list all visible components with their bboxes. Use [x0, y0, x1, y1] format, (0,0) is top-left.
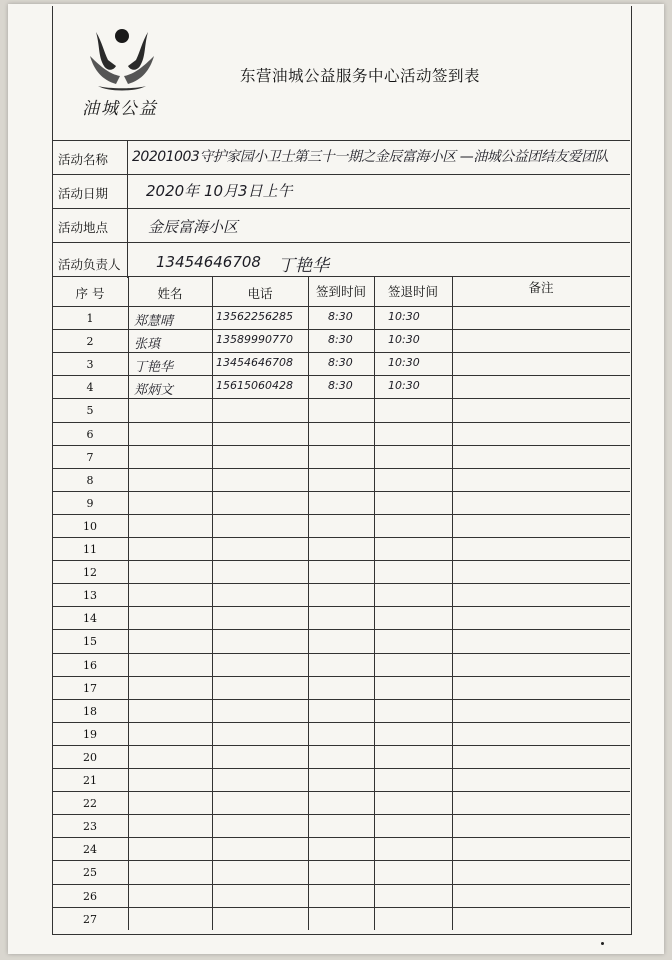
- row-divider: [52, 676, 630, 677]
- activity-place-value: 金辰富海小区: [148, 218, 239, 236]
- row-number: 7: [86, 450, 94, 464]
- row-number: 26: [83, 889, 97, 903]
- row-divider: [52, 514, 630, 515]
- activity-leader-row: [52, 242, 630, 278]
- activity-leader-label: 活动负责人: [58, 257, 121, 272]
- row-divider: [52, 445, 630, 446]
- header-serial: 序 号: [75, 286, 105, 301]
- row-divider: [52, 884, 630, 885]
- row-divider: [52, 814, 630, 815]
- entry-name: 张瑱: [134, 337, 161, 353]
- activity-name-label: 活动名称: [58, 152, 109, 167]
- row-divider: [52, 583, 630, 584]
- charity-hands-icon: [84, 26, 160, 96]
- header-name: 姓名: [157, 286, 183, 301]
- row-number: 25: [83, 866, 97, 880]
- row-number: 22: [83, 797, 97, 811]
- row-number: 24: [83, 843, 97, 857]
- row-number: 13: [83, 589, 97, 603]
- entry-in: 8:30: [328, 379, 353, 393]
- logo-text: 油城公益: [82, 99, 158, 119]
- row-number: 16: [83, 658, 97, 672]
- activity-date-row: [52, 174, 630, 208]
- activity-place-row: [52, 208, 630, 242]
- entry-phone: 15615060428: [216, 379, 293, 393]
- row-number: 20: [83, 750, 97, 764]
- activity-name-value: 20201003守护家园小卫士第三十一期之金辰富海小区 —油城公益团结友爱团队: [132, 149, 609, 165]
- row-divider: [52, 745, 630, 746]
- column-divider: [374, 276, 375, 930]
- column-divider: [212, 276, 213, 930]
- row-divider: [52, 860, 630, 861]
- row-number: 17: [83, 681, 97, 695]
- row-number: 1: [86, 312, 94, 325]
- row-divider: [52, 398, 630, 399]
- entry-name: 郑炳文: [134, 383, 174, 399]
- row-divider: [52, 791, 630, 792]
- activity-place-label: 活动地点: [58, 220, 109, 235]
- row-divider: [52, 468, 630, 469]
- row-number: 3: [86, 358, 94, 372]
- row-divider: [52, 560, 630, 561]
- entry-phone: 13454646708: [216, 356, 293, 370]
- row-divider: [52, 699, 630, 700]
- row-number: 9: [86, 496, 94, 510]
- row-number: 23: [83, 820, 97, 834]
- sign-in-table: [52, 276, 630, 930]
- row-number: 8: [86, 473, 94, 487]
- column-divider: [452, 276, 453, 930]
- row-divider: [52, 422, 630, 423]
- entry-name: 丁艳华: [134, 360, 174, 376]
- header-sign-in-time: 签到时间: [315, 284, 366, 299]
- row-number: 12: [83, 566, 97, 580]
- row-number: 27: [83, 912, 97, 926]
- entry-phone: 13589990770: [216, 333, 293, 347]
- leader-name: 丁艳华: [278, 256, 329, 276]
- row-divider: [52, 329, 630, 330]
- entry-in: 8:30: [328, 333, 353, 347]
- entry-out: 10:30: [388, 356, 420, 370]
- row-number: 15: [83, 635, 97, 649]
- row-divider: [52, 653, 630, 654]
- table-header-top-line: [52, 276, 630, 277]
- row-divider: [52, 722, 630, 723]
- page-title: 东营油城公益服务中心活动签到表: [240, 67, 481, 85]
- entry-out: 10:30: [388, 310, 420, 323]
- column-divider: [128, 276, 129, 930]
- row-divider: [52, 907, 630, 908]
- row-number: 21: [83, 774, 97, 787]
- activity-date-label: 活动日期: [58, 186, 109, 201]
- row-number: 5: [86, 404, 94, 418]
- row-number: 2: [86, 335, 94, 349]
- leader-phone: 13454646708: [156, 253, 261, 271]
- entry-out: 10:30: [388, 379, 420, 393]
- row-number: 4: [86, 381, 94, 395]
- logo: [54, 8, 182, 134]
- row-number: 14: [83, 612, 97, 626]
- header-remarks: 备注: [528, 280, 554, 295]
- ink-dot: [601, 942, 604, 945]
- entry-in: 8:30: [328, 356, 353, 370]
- row-number: 19: [83, 727, 97, 741]
- row-divider: [52, 352, 630, 353]
- entry-out: 10:30: [388, 333, 420, 347]
- row-number: 18: [83, 704, 97, 718]
- row-divider: [52, 375, 630, 376]
- header-phone: 电话: [247, 286, 273, 301]
- row-divider: [52, 837, 630, 838]
- entry-name: 郑慧晴: [134, 314, 174, 329]
- row-divider: [52, 629, 630, 630]
- row-divider: [52, 537, 630, 538]
- row-divider: [52, 606, 630, 607]
- row-divider: [52, 306, 630, 307]
- entry-phone: 13562256285: [216, 310, 293, 323]
- row-number: 11: [83, 543, 97, 556]
- activity-name-row: [52, 140, 630, 174]
- row-divider: [52, 768, 630, 769]
- column-divider: [308, 276, 309, 930]
- row-number: 6: [86, 427, 94, 441]
- entry-in: 8:30: [328, 310, 353, 323]
- activity-date-value: 2020年 10月3日上午: [146, 182, 293, 200]
- row-number: 10: [83, 519, 97, 533]
- row-divider: [52, 491, 630, 492]
- header-sign-out-time: 签退时间: [387, 284, 438, 299]
